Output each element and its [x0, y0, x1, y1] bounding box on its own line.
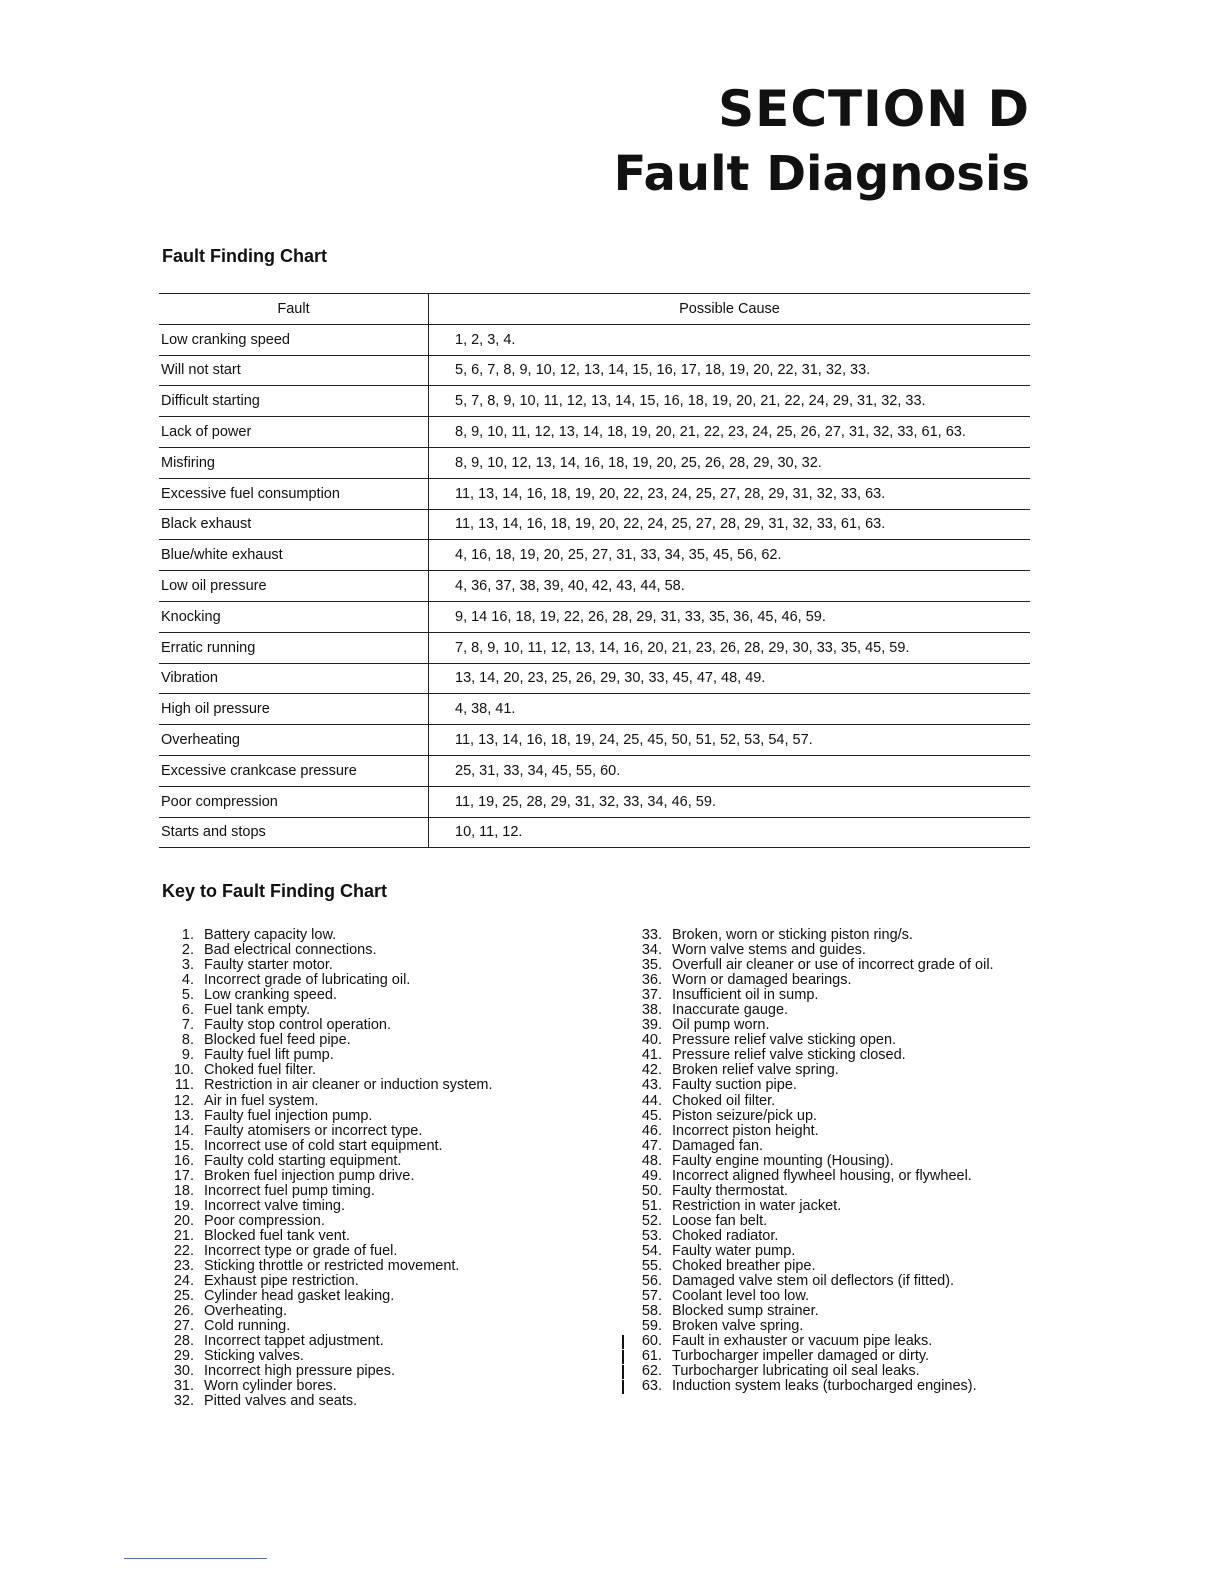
- fault-cell: Blue/white exhaust: [159, 540, 429, 570]
- fault-cell: High oil pressure: [159, 694, 429, 724]
- fault-cell: Excessive fuel consumption: [159, 479, 429, 509]
- table-row: [159, 756, 1030, 787]
- key-item-text: Turbocharger lubricating oil seal leaks.: [672, 1363, 920, 1380]
- key-item-text: Faulty stop control operation.: [204, 1017, 391, 1034]
- key-item-text: Poor compression.: [204, 1212, 325, 1229]
- key-item-number: 61.: [626, 1349, 668, 1364]
- key-item: [626, 1094, 1026, 1109]
- key-item-text: Insufficient oil in sump.: [672, 987, 819, 1004]
- key-item-number: 37.: [641, 987, 662, 1004]
- key-item: [158, 1199, 598, 1214]
- table-row: [159, 386, 1030, 417]
- key-item-text: Restriction in air cleaner or induction system.: [204, 1077, 493, 1094]
- key-item: [626, 1319, 1026, 1334]
- key-item: [158, 1334, 598, 1349]
- key-item-number: 63.: [626, 1379, 668, 1394]
- key-item-text: Broken valve spring.: [672, 1318, 804, 1335]
- key-item-number: 60.: [626, 1334, 668, 1349]
- possible-cause-cell: 5, 7, 8, 9, 10, 11, 12, 13, 14, 15, 16, 18, 19, 20, 21, 22, 24, 29, 31, 32, 33.: [455, 393, 926, 410]
- fault-cell: Lack of power: [159, 417, 429, 447]
- table-row: [159, 479, 1030, 510]
- column-header-possible-cause: Possible Cause: [679, 300, 780, 317]
- key-item-number: 8.: [181, 1032, 194, 1049]
- key-item-text: Worn cylinder bores.: [204, 1378, 337, 1395]
- key-item-text: Faulty atomisers or incorrect type.: [204, 1122, 423, 1139]
- key-item-text: Coolant level too low.: [672, 1288, 810, 1305]
- key-item-number: 7.: [181, 1017, 194, 1034]
- key-item-text: Piston seizure/pick up.: [672, 1107, 818, 1124]
- key-item-text: Faulty engine mounting (Housing).: [672, 1152, 894, 1169]
- key-item-text: Bad electrical connections.: [204, 942, 377, 959]
- key-item-text: Sticking throttle or restricted movement.: [204, 1258, 460, 1275]
- key-item-text: Incorrect tappet adjustment.: [204, 1333, 384, 1350]
- fault-cell: Overheating: [159, 725, 429, 755]
- key-item: [626, 1109, 1026, 1124]
- possible-cause-cell: 4, 38, 41.: [455, 701, 516, 718]
- possible-cause-cell: 4, 16, 18, 19, 20, 25, 27, 31, 33, 34, 35, 45, 56, 62.: [455, 547, 782, 564]
- possible-cause-cell: 1, 2, 3, 4.: [455, 331, 516, 348]
- key-item-text: Cold running.: [204, 1318, 291, 1335]
- key-item: [158, 1109, 598, 1124]
- table-row: [159, 510, 1030, 541]
- key-item-number: 30.: [173, 1363, 194, 1380]
- key-item-text: Pitted valves and seats.: [204, 1393, 358, 1410]
- page-title: Fault Diagnosis: [613, 146, 1030, 202]
- key-item-text: Exhaust pipe restriction.: [204, 1273, 359, 1290]
- key-item-number: 12.: [173, 1092, 194, 1109]
- fault-cell: Erratic running: [159, 633, 429, 663]
- key-item-text: Overfull air cleaner or use of incorrect grade of oil.: [672, 957, 994, 974]
- key-item: [626, 1304, 1026, 1319]
- key-item-number: 31.: [173, 1378, 194, 1395]
- table-row: [159, 787, 1030, 818]
- table-row: [159, 448, 1030, 479]
- table-row: [159, 725, 1030, 756]
- key-item-text: Faulty thermostat.: [672, 1182, 789, 1199]
- table-row: [159, 633, 1030, 664]
- key-item-number: 9.: [181, 1047, 194, 1064]
- key-item: [158, 1394, 598, 1409]
- key-item-text: Faulty suction pipe.: [672, 1077, 797, 1094]
- key-item-number: 46.: [641, 1122, 662, 1139]
- key-item-number: 48.: [641, 1152, 662, 1169]
- fault-cell: Will not start: [159, 356, 429, 386]
- key-item-text: Worn or damaged bearings.: [672, 972, 852, 989]
- key-item-text: Faulty fuel lift pump.: [204, 1047, 334, 1064]
- key-item: [626, 988, 1026, 1003]
- table-header-row: [159, 294, 1030, 325]
- key-item-text: Induction system leaks (turbocharged engines).: [672, 1378, 977, 1395]
- key-item-number: 13.: [173, 1107, 194, 1124]
- key-item: [158, 1078, 598, 1093]
- key-item-number: 58.: [641, 1303, 662, 1320]
- key-item: [158, 1154, 598, 1169]
- key-item: [158, 1304, 598, 1319]
- key-item-number: 24.: [173, 1273, 194, 1290]
- key-item-text: Cylinder head gasket leaking.: [204, 1288, 395, 1305]
- possible-cause-cell: 9, 14 16, 18, 19, 22, 26, 28, 29, 31, 33, 35, 36, 45, 46, 59.: [455, 608, 826, 625]
- key-item: [158, 1048, 598, 1063]
- fault-cell: Starts and stops: [159, 818, 429, 848]
- key-item: [158, 1244, 598, 1259]
- key-item-text: Turbocharger impeller damaged or dirty.: [672, 1348, 930, 1365]
- key-item-number: 28.: [173, 1333, 194, 1350]
- possible-cause-cell: 5, 6, 7, 8, 9, 10, 12, 13, 14, 15, 16, 17, 18, 19, 20, 22, 31, 32, 33.: [455, 362, 871, 379]
- key-item: [626, 1289, 1026, 1304]
- key-item: [626, 1078, 1026, 1093]
- key-item: [158, 958, 598, 973]
- table-row: [159, 540, 1030, 571]
- possible-cause-cell: 8, 9, 10, 11, 12, 13, 14, 18, 19, 20, 21, 22, 23, 24, 25, 26, 27, 31, 32, 33, 61, 63.: [455, 424, 966, 441]
- key-item-number: 36.: [641, 972, 662, 989]
- key-item-text: Blocked fuel feed pipe.: [204, 1032, 351, 1049]
- key-item: [626, 1199, 1026, 1214]
- key-item: [158, 1274, 598, 1289]
- section-label: SECTION D: [718, 80, 1030, 138]
- key-item-number: 51.: [641, 1197, 662, 1214]
- key-item-text: Incorrect grade of lubricating oil.: [204, 972, 411, 989]
- key-item-number: 2.: [181, 942, 194, 959]
- key-item-number: 26.: [173, 1303, 194, 1320]
- key-item: [158, 1094, 598, 1109]
- key-item: [158, 1184, 598, 1199]
- key-item-number: 17.: [173, 1167, 194, 1184]
- fault-cell: Black exhaust: [159, 510, 429, 540]
- possible-cause-cell: 25, 31, 33, 34, 45, 55, 60.: [455, 762, 621, 779]
- key-item-number: 40.: [641, 1032, 662, 1049]
- key-item: [626, 1018, 1026, 1033]
- key-item-text: Incorrect fuel pump timing.: [204, 1182, 375, 1199]
- key-item-number: 33.: [641, 927, 662, 943]
- key-item: [626, 928, 1026, 943]
- key-item: [626, 1379, 1026, 1394]
- key-item-text: Choked breather pipe.: [672, 1258, 816, 1275]
- key-item: [626, 1364, 1026, 1379]
- key-item-number: 19.: [173, 1197, 194, 1214]
- fault-cell: Difficult starting: [159, 386, 429, 416]
- key-item-number: 57.: [641, 1288, 662, 1305]
- key-item-number: 54.: [641, 1242, 662, 1259]
- key-item-number: 52.: [641, 1212, 662, 1229]
- key-item: [626, 1349, 1026, 1364]
- key-item-number: 50.: [641, 1182, 662, 1199]
- key-item-text: Incorrect high pressure pipes.: [204, 1363, 396, 1380]
- possible-cause-cell: 13, 14, 20, 23, 25, 26, 29, 30, 33, 45, 47, 48, 49.: [455, 670, 766, 687]
- key-item-text: Restriction in water jacket.: [672, 1197, 842, 1214]
- key-item-number: 32.: [173, 1393, 194, 1410]
- key-item-text: Overheating.: [204, 1303, 288, 1320]
- key-item-text: Loose fan belt.: [672, 1212, 768, 1229]
- key-item: [626, 1154, 1026, 1169]
- key-item: [626, 1214, 1026, 1229]
- fault-cell: Knocking: [159, 602, 429, 632]
- key-item: [158, 1169, 598, 1184]
- key-item-number: 42.: [641, 1062, 662, 1079]
- key-item-number: 10.: [173, 1062, 194, 1079]
- key-item-text: Pressure relief valve sticking closed.: [672, 1047, 906, 1064]
- key-item-text: Air in fuel system.: [204, 1092, 319, 1109]
- possible-cause-cell: 8, 9, 10, 12, 13, 14, 16, 18, 19, 20, 25, 26, 28, 29, 30, 32.: [455, 454, 822, 471]
- key-item: [158, 928, 598, 943]
- table-row: [159, 417, 1030, 448]
- possible-cause-cell: 11, 13, 14, 16, 18, 19, 20, 22, 23, 24, 25, 27, 28, 29, 31, 32, 33, 63.: [455, 485, 886, 502]
- key-item-number: 15.: [173, 1137, 194, 1154]
- table-row: [159, 571, 1030, 602]
- column-header-fault: Fault: [159, 294, 429, 324]
- key-item-text: Blocked sump strainer.: [672, 1303, 819, 1320]
- key-item-number: 1.: [181, 927, 194, 943]
- fault-cell: Vibration: [159, 664, 429, 694]
- key-item: [626, 943, 1026, 958]
- key-item-number: 16.: [173, 1152, 194, 1169]
- key-item-number: 34.: [641, 942, 662, 959]
- key-item-number: 44.: [641, 1092, 662, 1109]
- key-item-text: Choked fuel filter.: [204, 1062, 317, 1079]
- table-row: [159, 602, 1030, 633]
- possible-cause-cell: 11, 19, 25, 28, 29, 31, 32, 33, 34, 46, 59.: [455, 793, 716, 810]
- key-item-number: 49.: [641, 1167, 662, 1184]
- key-item-text: Battery capacity low.: [204, 927, 337, 943]
- fault-cell: Excessive crankcase pressure: [159, 756, 429, 786]
- fault-cell: Low cranking speed: [159, 325, 429, 355]
- key-item: [626, 1048, 1026, 1063]
- key-item-number: 25.: [173, 1288, 194, 1305]
- key-item-number: 39.: [641, 1017, 662, 1034]
- key-item-number: 29.: [173, 1348, 194, 1365]
- key-item-text: Broken relief valve spring.: [672, 1062, 839, 1079]
- key-item-text: Incorrect aligned flywheel housing, or flywheel.: [672, 1167, 972, 1184]
- key-item: [626, 1139, 1026, 1154]
- key-item-text: Faulty fuel injection pump.: [204, 1107, 373, 1124]
- key-item-number: 38.: [641, 1002, 662, 1019]
- key-item-text: Sticking valves.: [204, 1348, 304, 1365]
- possible-cause-cell: 11, 13, 14, 16, 18, 19, 20, 22, 24, 25, 27, 28, 29, 31, 32, 33, 61, 63.: [455, 516, 886, 533]
- key-item-number: 6.: [181, 1002, 194, 1019]
- key-item-number: 43.: [641, 1077, 662, 1094]
- key-item-text: Fuel tank empty.: [204, 1002, 311, 1019]
- key-item: [626, 1334, 1026, 1349]
- key-item: [158, 1063, 598, 1078]
- key-item-number: 55.: [641, 1258, 662, 1275]
- key-item: [158, 1259, 598, 1274]
- key-item: [158, 1214, 598, 1229]
- key-item-number: 35.: [641, 957, 662, 974]
- possible-cause-cell: 10, 11, 12.: [455, 824, 523, 841]
- key-item-text: Choked oil filter.: [672, 1092, 776, 1109]
- key-item-text: Low cranking speed.: [204, 987, 337, 1004]
- key-item: [626, 973, 1026, 988]
- key-item-text: Damaged valve stem oil deflectors (if fitted).: [672, 1273, 955, 1290]
- key-item: [158, 1033, 598, 1048]
- key-item-number: 4.: [181, 972, 194, 989]
- key-item: [626, 1229, 1026, 1244]
- key-item: [158, 1124, 598, 1139]
- table-row: [159, 325, 1030, 356]
- key-item-text: Faulty water pump.: [672, 1242, 796, 1259]
- key-item-text: Broken fuel injection pump drive.: [204, 1167, 415, 1184]
- key-item-text: Fault in exhauster or vacuum pipe leaks.: [672, 1333, 933, 1350]
- key-item-text: Inaccurate gauge.: [672, 1002, 789, 1019]
- fault-cell: Poor compression: [159, 787, 429, 817]
- key-item-number: 18.: [173, 1182, 194, 1199]
- key-item: [158, 1289, 598, 1304]
- key-item: [626, 1184, 1026, 1199]
- key-item: [158, 1349, 598, 1364]
- key-item-text: Oil pump worn.: [672, 1017, 770, 1034]
- key-item: [158, 1018, 598, 1033]
- fault-finding-table: [159, 293, 1030, 848]
- possible-cause-cell: 4, 36, 37, 38, 39, 40, 42, 43, 44, 58.: [455, 578, 685, 595]
- chart-heading: Fault Finding Chart: [162, 246, 327, 266]
- key-item: [626, 1274, 1026, 1289]
- key-item: [158, 988, 598, 1003]
- key-item-text: Worn valve stems and guides.: [672, 942, 866, 959]
- key-item: [158, 1229, 598, 1244]
- key-item: [626, 1033, 1026, 1048]
- key-item-number: 11.: [174, 1077, 194, 1094]
- key-item-number: 27.: [173, 1318, 194, 1335]
- key-item-number: 47.: [641, 1137, 662, 1154]
- table-row: [159, 818, 1030, 849]
- key-item: [626, 1244, 1026, 1259]
- key-item-number: 45.: [641, 1107, 662, 1124]
- key-item-number: 21.: [173, 1227, 194, 1244]
- key-item: [158, 1319, 598, 1334]
- key-item-text: Pressure relief valve sticking open.: [672, 1032, 897, 1049]
- table-row: [159, 694, 1030, 725]
- footer-divider: [124, 1558, 267, 1559]
- key-item-number: 5.: [181, 987, 194, 1004]
- key-item: [158, 1139, 598, 1154]
- key-heading: Key to Fault Finding Chart: [162, 881, 387, 901]
- key-item-number: 3.: [181, 957, 194, 974]
- key-item: [158, 1003, 598, 1018]
- key-item-number: 41.: [641, 1047, 662, 1064]
- key-item-text: Damaged fan.: [672, 1137, 764, 1154]
- key-item-text: Faulty starter motor.: [204, 957, 333, 974]
- key-item-text: Incorrect valve timing.: [204, 1197, 346, 1214]
- key-item: [626, 1063, 1026, 1078]
- key-item-number: 59.: [641, 1318, 662, 1335]
- fault-cell: Low oil pressure: [159, 571, 429, 601]
- table-row: [159, 664, 1030, 695]
- key-item: [158, 973, 598, 988]
- possible-cause-cell: 11, 13, 14, 16, 18, 19, 24, 25, 45, 50, 51, 52, 53, 54, 57.: [455, 732, 813, 749]
- key-list-right: [626, 928, 1026, 1394]
- key-item-number: 20.: [173, 1212, 194, 1229]
- key-item: [626, 958, 1026, 973]
- key-item-number: 53.: [641, 1227, 662, 1244]
- key-item-text: Broken, worn or sticking piston ring/s.: [672, 927, 913, 943]
- key-item-number: 23.: [173, 1258, 194, 1275]
- key-item-text: Blocked fuel tank vent.: [204, 1227, 350, 1244]
- key-item-text: Incorrect piston height.: [672, 1122, 819, 1139]
- key-item-number: 22.: [173, 1242, 194, 1259]
- key-item: [626, 1124, 1026, 1139]
- key-item: [158, 1364, 598, 1379]
- key-item: [626, 1003, 1026, 1018]
- key-item: [626, 1169, 1026, 1184]
- key-item-text: Incorrect type or grade of fuel.: [204, 1242, 398, 1259]
- key-item-text: Choked radiator.: [672, 1227, 779, 1244]
- key-item-number: 56.: [641, 1273, 662, 1290]
- key-item-number: 14.: [173, 1122, 194, 1139]
- key-item: [158, 1379, 598, 1394]
- key-item-number: 62.: [626, 1364, 668, 1379]
- key-list-left: [158, 928, 598, 1410]
- possible-cause-cell: 7, 8, 9, 10, 11, 12, 13, 14, 16, 20, 21, 23, 26, 28, 29, 30, 33, 35, 45, 59.: [455, 639, 910, 656]
- table-row: [159, 356, 1030, 387]
- key-item: [626, 1259, 1026, 1274]
- key-item: [158, 943, 598, 958]
- fault-cell: Misfiring: [159, 448, 429, 478]
- key-item-text: Faulty cold starting equipment.: [204, 1152, 402, 1169]
- key-item-text: Incorrect use of cold start equipment.: [204, 1137, 443, 1154]
